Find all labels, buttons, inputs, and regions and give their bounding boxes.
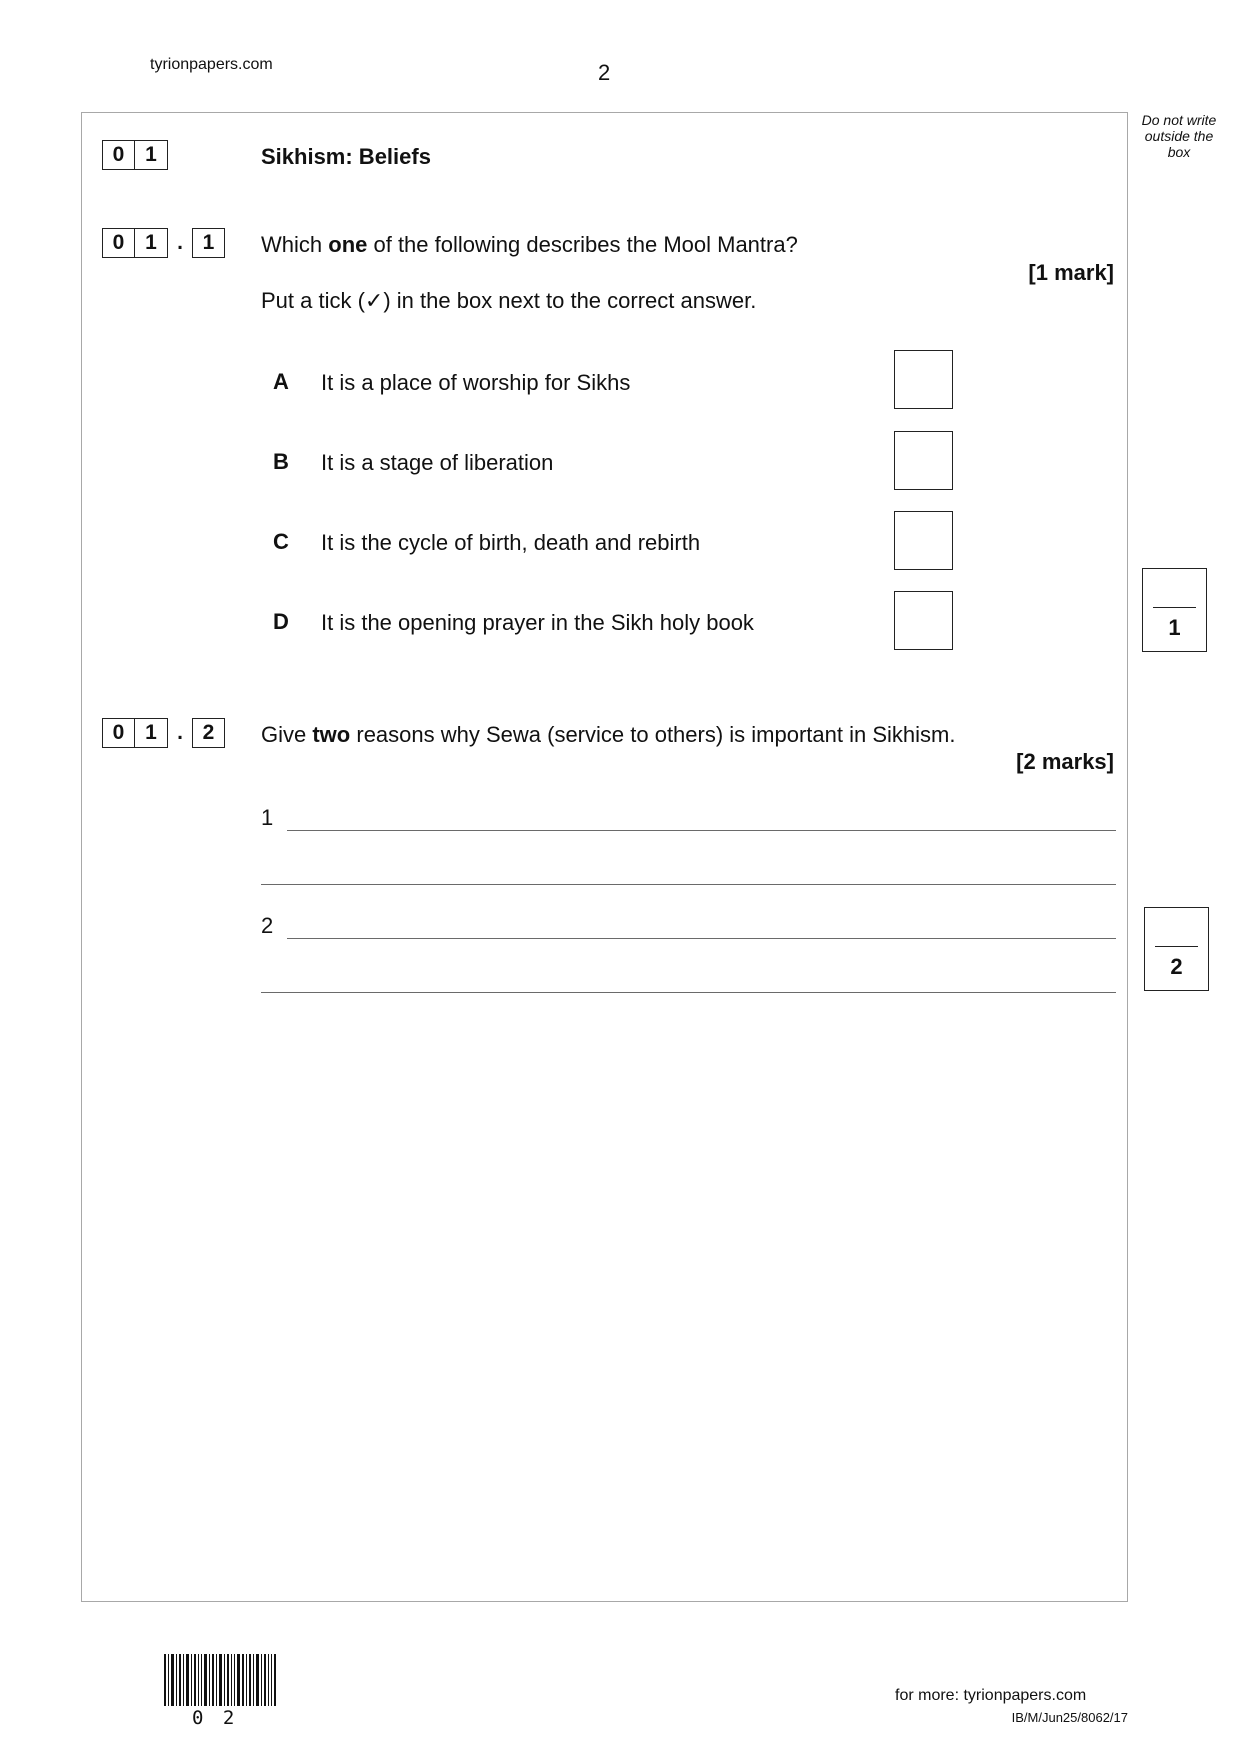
option-text-b: It is a stage of liberation [321,450,554,475]
margin-note: Do not write outside the box [1141,112,1217,160]
question-prompt: Which one of the following describes the Mool Mantra? [261,232,798,257]
question-dot: . [177,721,183,744]
option-text-c: It is the cycle of birth, death and rebirth [321,530,701,555]
option-letter-b: B [273,449,289,474]
question-digit: 0 [102,140,135,170]
mark-box-total: 1 [1168,615,1181,640]
footer-reference: IB/M/Jun25/8062/17 [1011,1710,1128,1725]
question-number-01 [102,140,168,170]
option-text-a: It is a place of worship for Sikhs [321,370,631,395]
tick-box-b[interactable] [894,431,953,490]
question-digit: 0 [102,228,135,258]
tick-box-a[interactable] [894,350,953,409]
section-title: Sikhism: Beliefs [261,144,431,169]
option-letter-c: C [273,529,289,554]
question-number-01-2 [102,718,225,748]
answer-label-1: 1 [261,805,274,830]
answer-line[interactable] [261,884,1116,885]
question-digit: 1 [135,140,168,170]
mark-box-01-1 [1142,568,1207,652]
answer-line[interactable] [261,992,1116,993]
marks-label: [1 mark] [1028,260,1114,285]
question-part: 2 [192,718,225,748]
barcode-number: 0 2 [192,1707,239,1729]
mark-box-01-2 [1144,907,1209,991]
answer-frame [81,112,1128,1602]
option-text-d: It is the opening prayer in the Sikh holy book [321,610,754,635]
question-instruction: Put a tick (✓) in the box next to the correct answer. [261,288,757,313]
option-letter-a: A [273,369,289,394]
marks-label: [2 marks] [1016,749,1114,774]
question-prompt: Give two reasons why Sewa (service to others) is important in Sikhism. [261,722,956,747]
answer-line[interactable] [287,830,1116,831]
question-digit: 0 [102,718,135,748]
question-dot: . [177,231,183,254]
page-number: 2 [598,60,611,85]
question-number-01-1 [102,228,225,258]
site-name: tyrionpapers.com [150,56,273,73]
question-part: 1 [192,228,225,258]
option-letter-d: D [273,609,289,634]
tick-box-c[interactable] [894,511,953,570]
answer-label-2: 2 [261,913,274,938]
mark-box-total: 2 [1170,954,1183,979]
tick-box-d[interactable] [894,591,953,650]
question-digit: 1 [135,228,168,258]
footer-more-link: for more: tyrionpapers.com [895,1687,1087,1704]
answer-line[interactable] [287,938,1116,939]
barcode-icon [164,1654,276,1706]
question-digit: 1 [135,718,168,748]
